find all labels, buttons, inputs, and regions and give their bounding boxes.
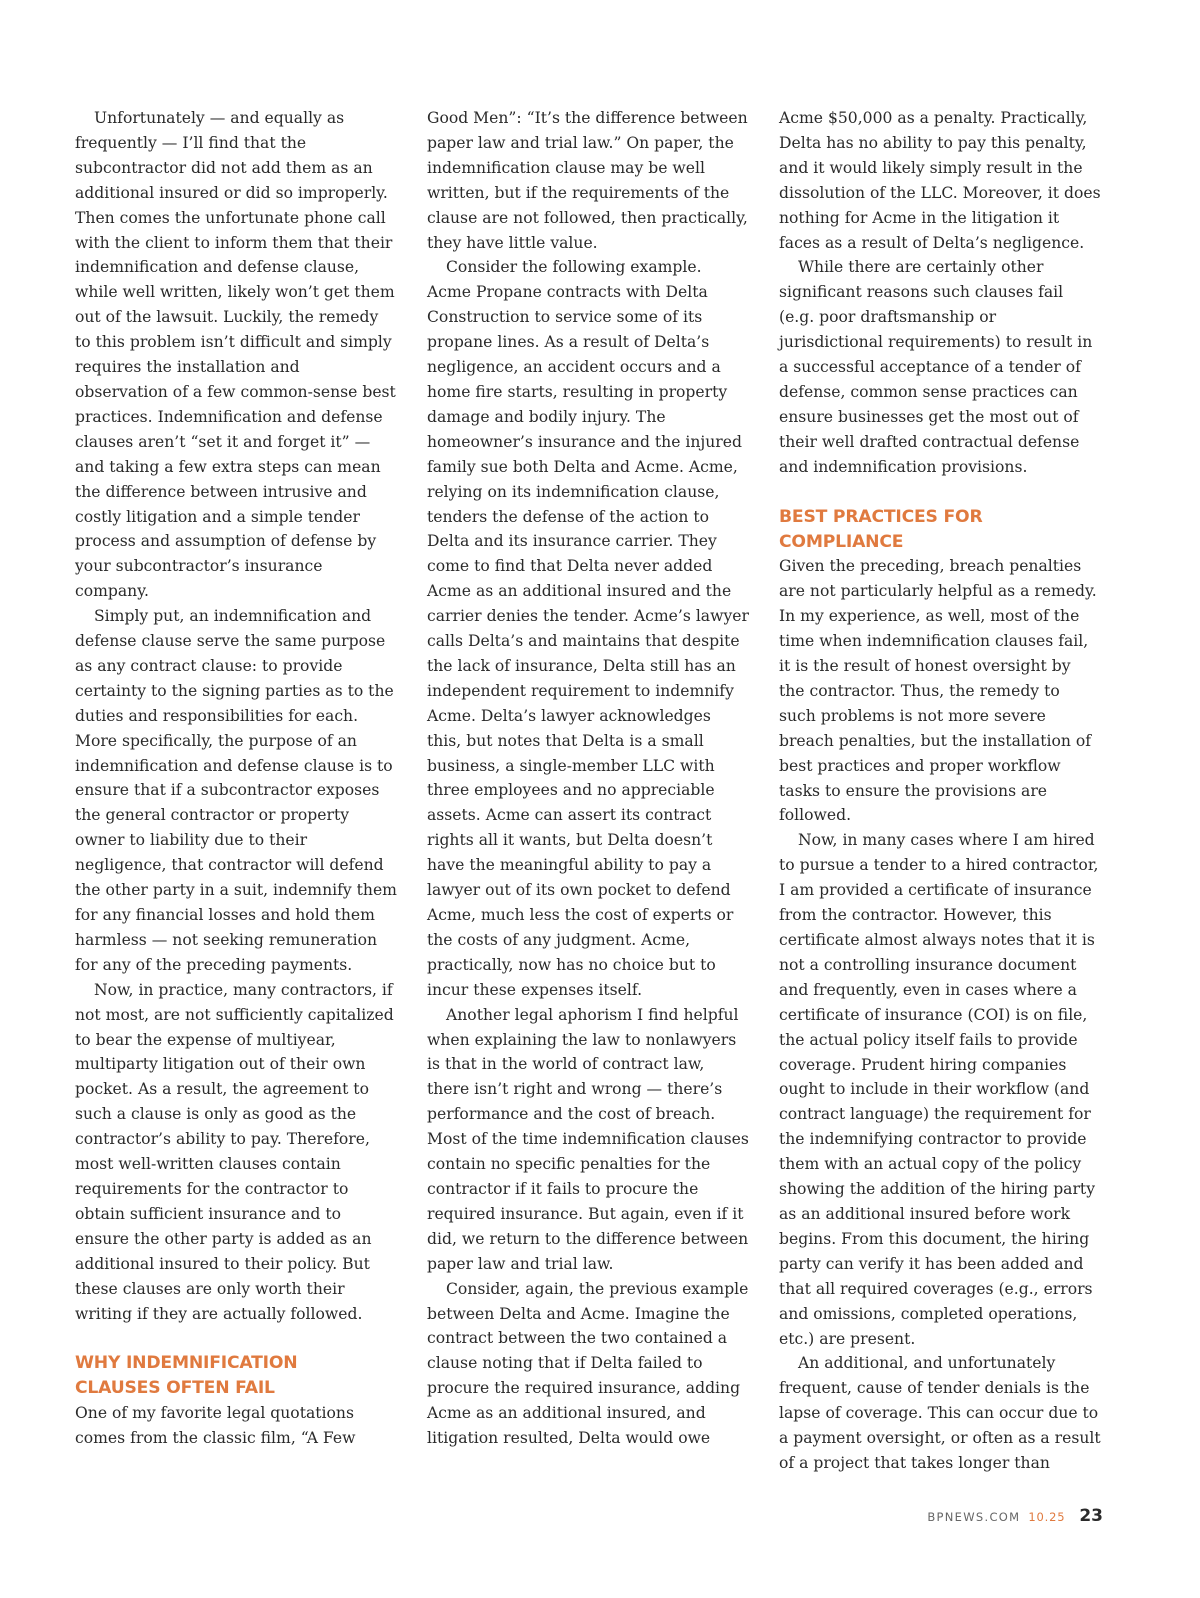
article-column-1	[75, 106, 397, 1451]
paragraph: Now, in many cases where I am hired to pursue a tender to a hired contractor, I am provided a certificate of insurance from the contractor. However, this certificate almost always notes that it is not a controlling insurance document and frequently, even in cases where a certificate of insurance (COI) is on file, the actual policy itself fails to provide coverage. Prudent hiring companies ought to include in their workflow (and contract language) the requirement for the indemnifying contractor to provide them with an actual copy of the policy showing the addition of the hiring party as an additional insured before work begins. From this document, the hiring party can verify it has been added and that all required coverages (e.g., errors and omissions, completed operations, etc.) are present.	[779, 831, 1099, 1348]
page-footer	[927, 1506, 1103, 1526]
paragraph: An additional, and unfortunately frequent, cause of tender denials is the lapse of coverage. This can occur due to a payment oversight, or often as a result of a project that takes longer than	[779, 1354, 1101, 1473]
heading-line: WHY INDEMNIFICATION	[75, 1353, 298, 1374]
footer-site-name: BPNEWS.COM	[927, 1510, 1021, 1524]
paragraph: Good Men”: “It’s the difference between paper law and trial law.” On paper, the indemnification clause may be well written, but if the requirements of the clause are not followed, then practically, they have little value.	[427, 109, 748, 252]
page-number: 23	[1079, 1506, 1103, 1526]
paragraph: Consider, again, the previous example between Delta and Acme. Imagine the contract between the two contained a clause noting that if Delta failed to procure the required insurance, adding Acme as an additional insured, and litigation resulted, Delta would owe	[427, 1279, 749, 1448]
paragraph: Now, in practice, many contractors, if not most, are not sufficiently capitalized to bear the expense of multiyear, multiparty litigation out of their own pocket. As a result, the agreement to such a clause is only as good as the contractor’s ability to pay. Therefore, most well-written clauses contain requirements for the contractor to obtain sufficient insurance and to ensure the other party is added as an additional insured to their policy. But these clauses are only worth their writing if they are actually followed.	[75, 980, 394, 1323]
paragraph: Acme $50,000 as a penalty. Practically, Delta has no ability to pay this penalty, and it would likely simply result in the dissolution of the LLC. Moreover, it does nothing for Acme in the litigation it faces as a result of Delta’s negligence.	[779, 109, 1101, 252]
paragraph: Consider the following example. Acme Propane contracts with Delta Construction to service some of its propane lines. As a result of Delta’s negligence, an accident occurs and a home fire starts, resulting in property damage and bodily injury. The homeowner’s insurance and the injured family sue both Delta and Acme. Acme, relying on its indemnification clause, tenders the defense of the action to Delta and its insurance carrier. They come to find that Delta never added Acme as an additional insured and the carrier denies the tender. Acme’s lawyer calls Delta’s and maintains that despite the lack of insurance, Delta still has an independent requirement to indemnify Acme. Delta’s lawyer acknowledges this, but notes that Delta is a small business, a single-member LLC with three employees and no appreciable assets. Acme can assert its contract rights all it wants, but Delta doesn’t have the meaningful ability to pay a lawyer out of its own pocket to defend Acme, much less the cost of experts or the costs of any judgment. Acme, practically, now has no choice but to incur these expenses itself.	[427, 258, 749, 999]
section-heading-why-clauses-fail	[75, 1351, 397, 1401]
article-column-2	[427, 106, 749, 1451]
paragraph: Another legal aphorism I find helpful when explaining the law to nonlawyers is that in the world of contract law, there isn’t right and wrong — there’s performance and the cost of breach. Most of the time indemnification clauses contain no specific penalties for the contractor if it fails to procure the required insurance. But again, even if it did, we return to the difference between paper law and trial law.	[427, 1005, 749, 1273]
paragraph: Given the preceding, breach penalties are not particularly helpful as a remedy. In my experience, as well, most of the time when indemnification clauses fail, it is the result of honest oversight by the contractor. Thus, the remedy to such problems is not more severe breach penalties, but the installation of best practices and proper workflow tasks to ensure the provisions are followed.	[779, 557, 1097, 825]
heading-line: CLAUSES OFTEN FAIL	[75, 1378, 275, 1399]
footer-issue-date: 10.25	[1028, 1510, 1066, 1524]
paragraph: While there are certainly other significant reasons such clauses fail (e.g. poor draftsmanship or jurisdictional requirements) to result in a successful acceptance of a tender of defense, common sense practices can ensure businesses get the most out of their well drafted contractual defense and indemnification provisions.	[779, 258, 1093, 476]
paragraph: Simply put, an indemnification and defense clause serve the same purpose as any contract clause: to provide certainty to the signing parties as to the duties and responsibilities for each. More specifically, the purpose of an indemnification and defense clause is to ensure that if a subcontractor exposes the general contractor or property owner to liability due to their negligence, that contractor will defend the other party in a suit, indemnify them for any financial losses and hold them harmless — not seeking remuneration for any of the preceding payments.	[75, 607, 397, 974]
section-heading-best-practices: BEST PRACTICES FOR COMPLIANCE	[779, 506, 983, 552]
paragraph: One of my favorite legal quotations comes from the classic film, “A Few	[75, 1404, 356, 1448]
article-column-3	[779, 106, 1101, 1476]
paragraph: Unfortunately — and equally as frequently — I’ll find that the subcontractor did not add them as an additional insured or did so improperly. Then comes the unfortunate phone call with the client to inform them that their indemnification and defense clause, while well written, likely won’t get them out of the lawsuit. Luckily, the remedy to this problem isn’t difficult and simply requires the installation and observation of a few common-sense best practices. Indemnification and defense clauses aren’t “set it and forget it” — and taking a few extra steps can mean the difference between intrusive and costly litigation and a simple tender process and assumption of defense by your subcontractor’s insurance company.	[75, 109, 396, 601]
